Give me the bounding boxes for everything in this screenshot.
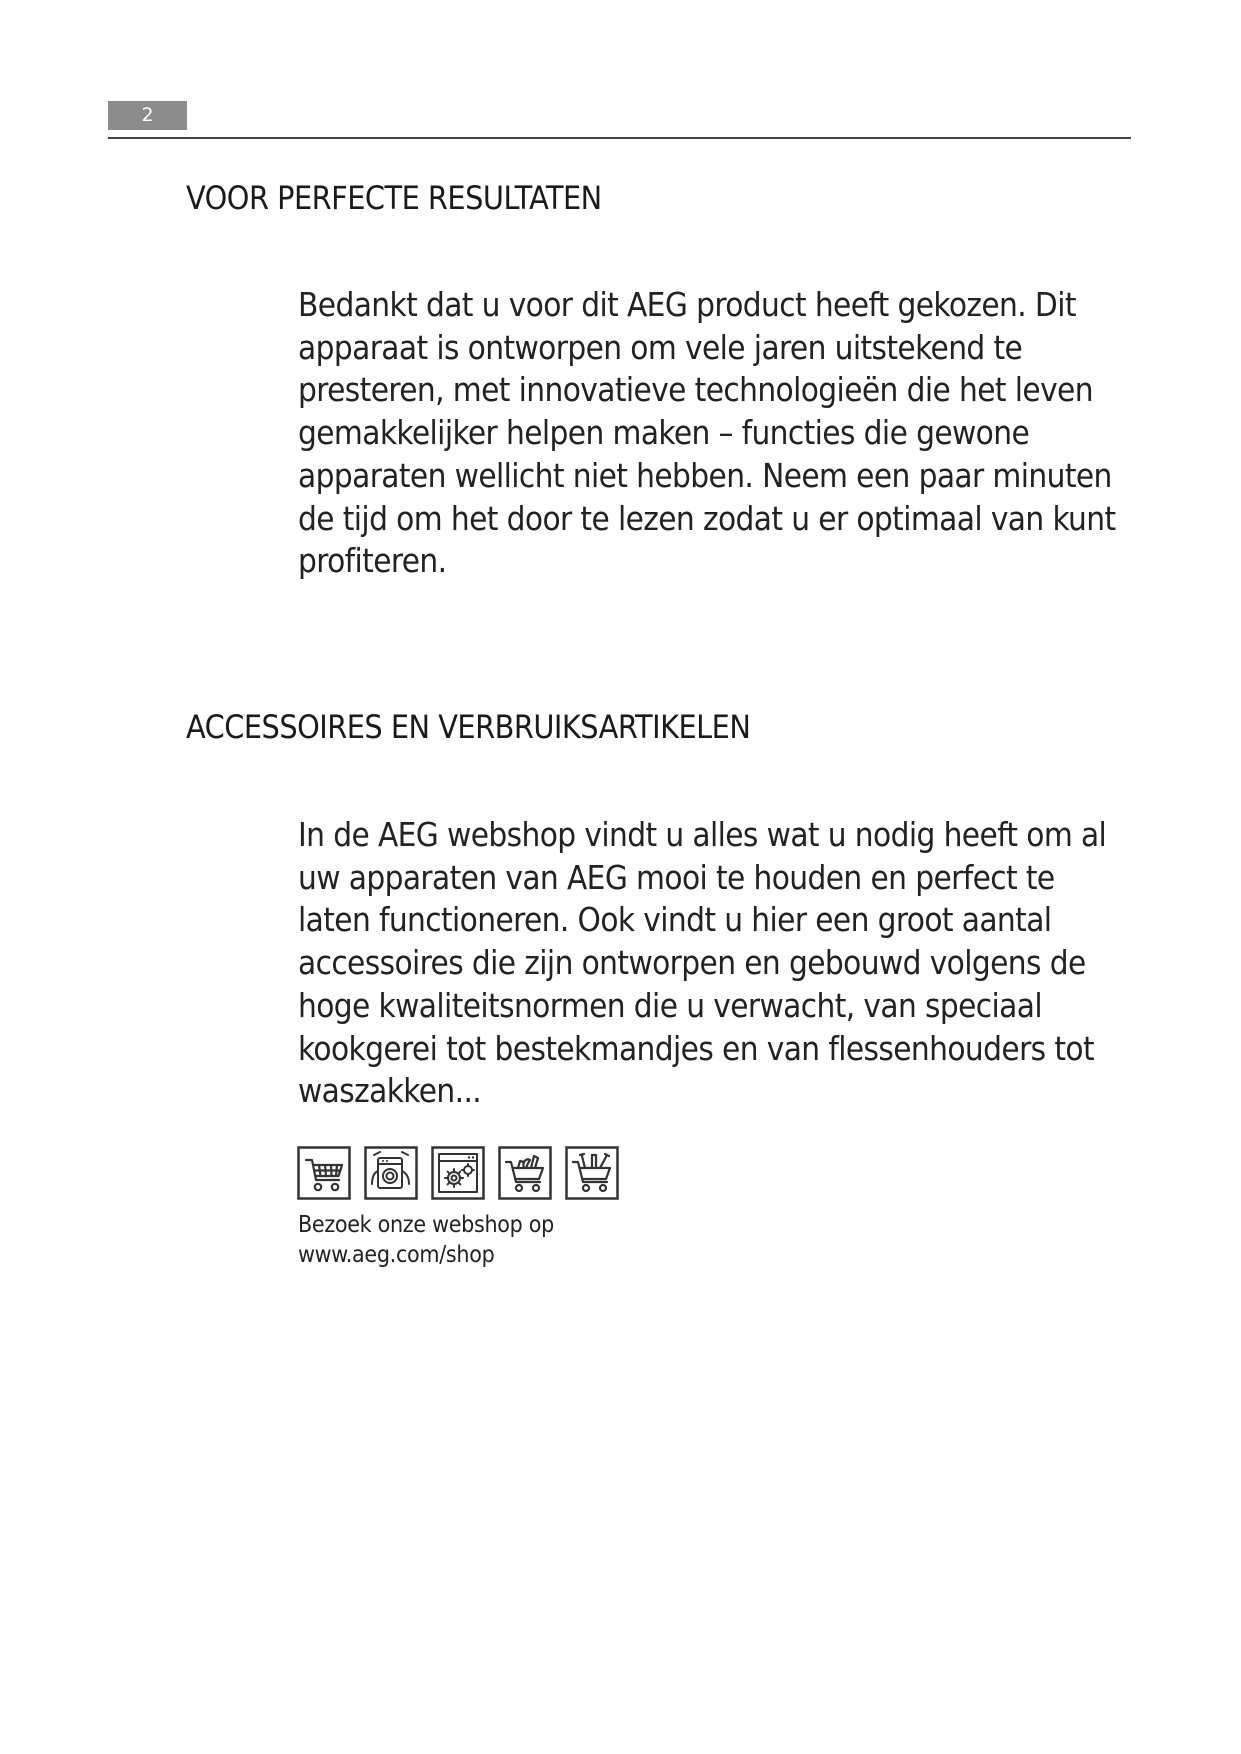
washing-machine-service-icon [364, 1146, 418, 1200]
shopping-cart-icon [297, 1146, 351, 1200]
section-body-accessories [298, 814, 1138, 1113]
header-divider [108, 137, 1131, 139]
body-line: Bedankt dat u voor dit AEG product heeft gekozen. Dit [298, 285, 1076, 324]
webshop-url-link[interactable]: www.aeg.com/shop [298, 1242, 495, 1268]
body-line: de tijd om het door te lezen zodat u er optimaal van kunt [298, 498, 1116, 538]
body-line: hoge kwaliteitsnormen die u verwacht, van speciaal [298, 985, 1042, 1025]
body-line: gemakkelijker helpen maken – functies die gewone [298, 413, 1030, 453]
appliance-gear-icon [431, 1146, 485, 1200]
body-line: In de AEG webshop vindt u alles wat u nodig heeft om al [298, 815, 1107, 854]
webshop-visit-text [298, 1210, 554, 1270]
webshop-icons [297, 1146, 619, 1200]
body-line: waszakken... [298, 1071, 482, 1111]
webshop-visit-label: Bezoek onze webshop op [298, 1212, 554, 1238]
section-title-accessories: ACCESSOIRES EN VERBRUIKSARTIKELEN [186, 708, 751, 746]
body-line: uw apparaten van AEG mooi te houden en perfect te [298, 857, 1055, 897]
body-line: apparaat is ontworpen om vele jaren uitstekend te [298, 327, 1023, 367]
body-line: profiteren. [298, 541, 447, 581]
body-line: laten functioneren. Ook vindt u hier een groot aantal [298, 900, 1052, 940]
section-title-perfect-results: VOOR PERFECTE RESULTATEN [186, 179, 602, 217]
page-number: 2 [108, 101, 187, 130]
body-line: apparaten wellicht niet hebben. Neem een paar minuten [298, 455, 1112, 495]
cart-with-products-icon [498, 1146, 552, 1200]
section-body-perfect-results [298, 284, 1138, 583]
body-line: presteren, met innovatieve technologieën die het leven [298, 370, 1093, 410]
body-line: kookgerei tot bestekmandjes en van flessenhouders tot [298, 1028, 1094, 1068]
body-line: accessoires die zijn ontworpen en gebouwd volgens de [298, 943, 1086, 983]
cart-with-tools-icon [565, 1146, 619, 1200]
